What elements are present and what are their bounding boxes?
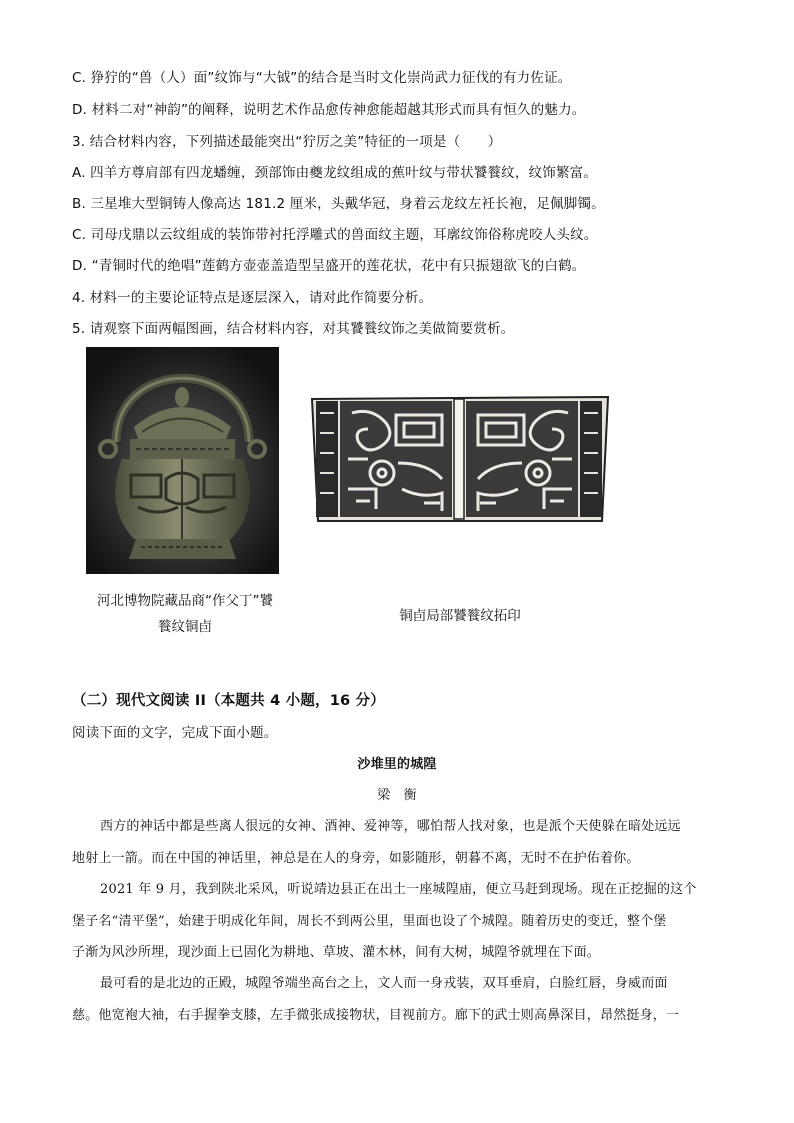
right-figure-caption: 铜卣局部饕餮纹拓印 (399, 608, 521, 624)
left-figure-caption (70, 588, 300, 640)
section-heading: （二）现代文阅读 II（本题共 4 小题，16 分） (72, 693, 385, 709)
paragraph-3-line-1: 最可看的是北边的正殿，城隍爷端坐高台之上，文人而一身戎装，双耳垂肩，白脸红唇，身威而面 (100, 976, 668, 991)
paragraph-2-line-2: 堡子名“清平堡”，始建于明成化年间，周长不到两公里，里面也设了个城隍。随着历史的变迁，整个堡 (72, 914, 667, 929)
article-author: 梁 衡 (377, 788, 417, 803)
bronze-vessel-photo (86, 347, 279, 574)
question-4: 4. 材料一的主要论证特点是逐层深入，请对此作简要分析。 (72, 290, 433, 306)
left-caption-line-1: 河北博物院藏品商“作父丁”饕 (97, 593, 273, 609)
question-3: 3. 结合材料内容，下列描述最能突出“狞厉之美”特征的一项是（ ） (72, 134, 502, 150)
paragraph-1-line-1: 西方的神话中都是些离人很远的女神、酒神、爱神等，哪怕帮人找对象，也是派个天使躲在暗处远远 (100, 819, 681, 834)
option-c-text: C. 狰狞的“兽（人）面”纹饰与“大钺”的结合是当时文化崇尚武力征伐的有力佐证。 (72, 70, 572, 86)
question-5: 5. 请观察下面两幅图画，结合材料内容，对其饕餮纹饰之美做简要赏析。 (72, 321, 515, 337)
section-instruction: 阅读下面的文字，完成下面小题。 (72, 725, 278, 741)
question-3-option-b: B. 三星堆大型铜铸人像高达 181.2 厘米，头戴华冠，身着云龙纹左衽长袍，足佩脚镯。 (72, 196, 605, 212)
paragraph-1-line-2: 地射上一箭。而在中国的神话里，神总是在人的身旁，如影随形，朝暮不离，无时不在护佑着你。 (72, 851, 640, 866)
question-3-option-a: A. 四羊方尊肩部有四龙蟠缠，颈部饰由夔龙纹组成的蕉叶纹与带状饕餮纹，纹饰繁富。 (72, 165, 598, 181)
taotie-rubbing-image (306, 393, 614, 526)
left-caption-line-2: 餮纹铜卣 (158, 619, 212, 635)
question-3-option-c: C. 司母戊鼎以云纹组成的装饰带衬托浮雕式的兽面纹主题，耳廓纹饰俗称虎咬人头纹。 (72, 227, 598, 243)
paragraph-2-line-1: 2021 年 9 月，我到陕北采风，听说靖边县正在出土一座城隍庙，便立马赶到现场。现在正挖掘的这个 (100, 882, 697, 897)
article-title: 沙堆里的城隍 (357, 757, 437, 772)
option-d-text: D. 材料二对“神韵”的阐释，说明艺术作品愈传神愈能超越其形式而具有恒久的魅力。 (72, 102, 586, 118)
paragraph-3-line-2: 慈。他宽袍大袖，右手握拳支膝，左手微张成接物状，目视前方。廊下的武士则高鼻深目，昂然挺身，一 (72, 1008, 680, 1023)
question-3-option-d: D. “青铜时代的绝唱”莲鹤方壶壶盖造型呈盛开的莲花状，花中有只振翅欲飞的白鹤。 (72, 258, 586, 274)
paragraph-2-line-3: 子渐为风沙所埋，现沙面上已固化为耕地、草坡、灌木林，间有大树，城隍爷就埋在下面。 (72, 945, 601, 960)
